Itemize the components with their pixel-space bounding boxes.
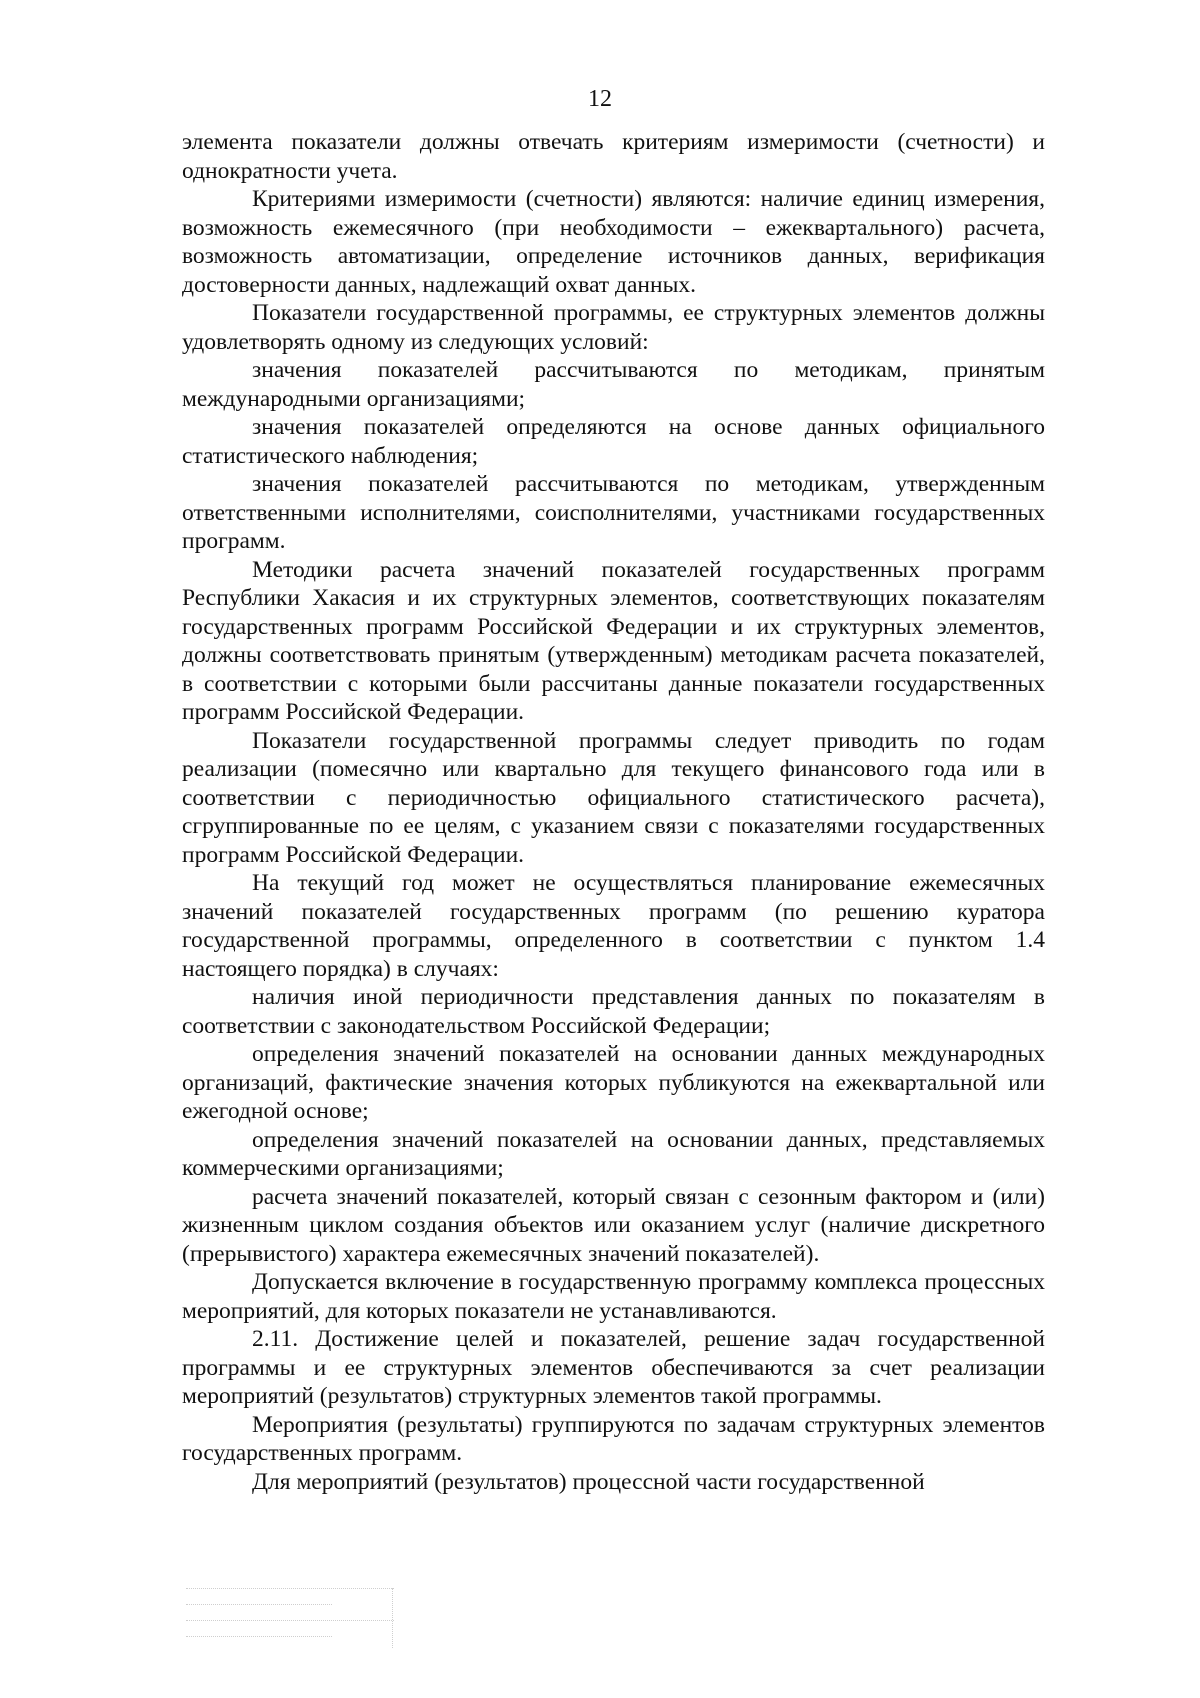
page-number: 12: [588, 86, 612, 112]
list-item: значения показателей рассчитываются по методикам, принятым международными организациями;: [182, 357, 1045, 412]
paragraph: Допускается включение в государственную программу комплекса процессных мероприятий, для которых показатели не устанавливаются.: [182, 1269, 1045, 1324]
paragraph-section-2-11: 2.11. Достижение целей и показателей, решение задач государственной программы и ее структурных элементов обеспечиваются за счет реализации мероприятий (результатов) структурных элементов такой программы.: [182, 1326, 1045, 1409]
list-item: расчета значений показателей, который связан с сезонным фактором и (или) жизненным циклом создания объектов или оказанием услуг (наличие дискретного (прерывистого) характера ежемесячных значений показателей).: [182, 1183, 1045, 1267]
list-item: значения показателей определяются на основе данных официального статистического наблюдения;: [182, 414, 1045, 469]
paragraph: Показатели государственной программы, ее структурных элементов должны удовлетворять одному из следующих условий:: [182, 300, 1045, 355]
list-item: значения показателей рассчитываются по методикам, утвержденным ответственными исполнителями, соисполнителями, участниками государственных программ.: [182, 471, 1045, 554]
document-body: [182, 128, 1045, 1496]
paragraph-continuation: элемента показатели должны отвечать критериям измеримости (счетности) и однократности учета.: [182, 129, 1045, 184]
paragraph: Критериями измеримости (счетности) являются: наличие единиц измерения, возможность ежемесячного (при необходимости – ежеквартального) расчета, возможность автоматизации, определение источников данных, верификация достоверности данных, надлежащий охват данных.: [182, 186, 1045, 298]
list-item: определения значений показателей на основании данных, представляемых коммерческими организациями;: [182, 1126, 1045, 1181]
list-item: наличия иной периодичности представления данных по показателям в соответствии с законодательством Российской Федерации;: [182, 984, 1045, 1039]
paragraph-truncated: Для мероприятий (результатов) процессной части государственной: [252, 1468, 925, 1495]
scan-stamp-mark: [186, 1588, 394, 1650]
paragraph: На текущий год может не осуществляться планирование ежемесячных значений показателей государственных программ (по решению куратора государственной программы, определенного в соответствии с пунктом 1.4 настоящего порядка) в случаях:: [182, 870, 1045, 982]
paragraph: Методики расчета значений показателей государственных программ Республики Хакасия и их структурных элементов, соответствующих показателям государственных программ Российской Федерации и их структурных элементов, должны соответствовать принятым (утвержденным) методикам расчета показателей, в соответствии с которыми были рассчитаны данные показатели государственных программ Российской Федерации.: [182, 556, 1045, 725]
paragraph: Мероприятия (результаты) группируются по задачам структурных элементов государственных программ.: [182, 1411, 1045, 1466]
paragraph: Показатели государственной программы следует приводить по годам реализации (помесячно или квартально для текущего финансового года или в соответствии с периодичностью официального статистического расчета), сгруппированные по ее целям, с указанием связи с показателями государственных программ Российской Федерации.: [182, 727, 1045, 868]
list-item: определения значений показателей на основании данных международных организаций, фактические значения которых публикуются на ежеквартальной или ежегодной основе;: [182, 1041, 1045, 1124]
